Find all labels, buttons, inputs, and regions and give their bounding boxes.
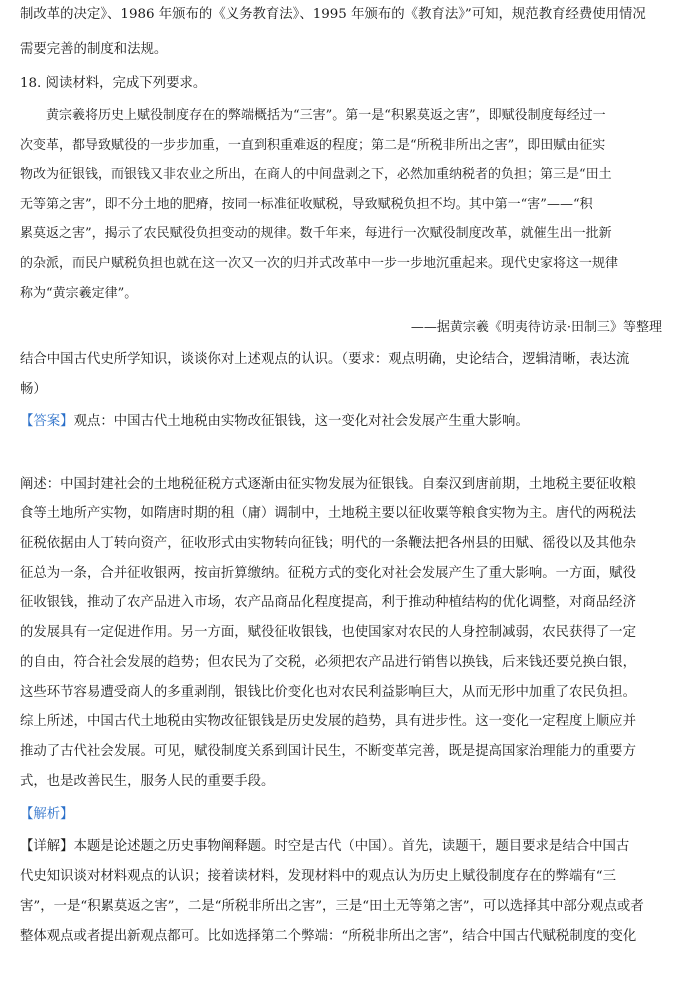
material-line-3: 物改为征银钱，而银钱又非农业之所出，在商人的中间盘剥之下，必然加重纳税者的负担；第三是“田土 (20, 167, 612, 182)
elaboration-line-1: 阐述：中国封建社会的土地税征税方式逐渐由征实物发展为征银钱。自秦汉到唐前期，土地税主要征收粮 (20, 477, 636, 492)
detail-line-4: 整体观点或者提出新观点都可。比如选择第二个弊端：“所税非所出之害”，结合中国古代赋税制度的变化 (20, 929, 637, 944)
answer-viewpoint: 观点：中国古代土地税由实物改征银钱，这一变化对社会发展产生重大影响。 (73, 414, 529, 429)
elaboration-line-11: 式，也是改善民生，服务人民的重要手段。 (20, 774, 275, 789)
detail-line-2: 代史知识谈对材料观点的认识；接着读材料，发现材料中的观点认为历史上赋役制度存在的弊端有“三 (20, 869, 617, 884)
detail-line-3: 害”，一是“积累莫返之害”，二是“所税非所出之害”，三是“田土无等第之害”，可以选择其中部分观点或者 (20, 899, 644, 914)
material-line-5: 累莫返之害”，揭示了农民赋役负担变动的规律。数千年来，每进行一次赋役制度改革，就催生出一批新 (20, 226, 612, 241)
elaboration-line-10: 推动了古代社会发展。可见，赋役制度关系到国计民生，不断变革完善，既是提高国家治理能力的重要方 (20, 744, 636, 759)
material-line-7: 称为“黄宗羲定律”。 (20, 286, 138, 301)
elaboration-line-3: 征税依据由人丁转向资产，征收形式由实物转向征钱；明代的一条鞭法把各州县的田赋、徭役以及其他杂 (20, 536, 636, 551)
detail-line-1 (20, 838, 672, 856)
answer-line (20, 413, 672, 431)
material-line-4: 无等第之害”，即不分土地的肥瘠，按同一标准征收赋税，导致赋税负担不均。其中第一“害”——“积 (20, 197, 593, 212)
elaboration-line-2: 食等土地所产实物，如隋唐时期的租（庸）调制中，土地税主要以征收粟等粮食实物为主。唐代的两税法 (20, 506, 636, 521)
elaboration-line-7: 的自由，符合社会发展的趋势；但农民为了交税，必须把农产品进行销售以换钱，后来钱还要兑换白银， (20, 655, 636, 670)
answer-tag: 【答案】 (20, 414, 74, 429)
intro-line-1: 制改革的决定》、1986 年颁布的《义务教育法》、1995 年颁布的《教育法》”可知，规范教育经费使用情况 (20, 7, 646, 22)
elaboration-line-6: 的发展具有一定促进作用。另一方面，赋役征收银钱，也使国家对农民的人身控制减弱，农民获得了一定 (20, 625, 636, 640)
material-source: ——据黄宗羲《明夷待访录·田制三》等整理 (410, 320, 662, 335)
material-line-6: 的杂派，而民户赋税负担也就在这一次又一次的归并式改革中一步一步地沉重起来。现代史家将这一规律 (20, 256, 619, 271)
material-line-2: 次变革，都导致赋役的一步步加重，一直到积重难返的程度；第二是“所税非所出之害”，即田赋由征实 (20, 138, 606, 153)
elaboration-line-8: 这些环节容易遭受商人的多重剥削，银钱比价变化也对农民利益影响巨大，从而无形中加重了农民负担。 (20, 685, 636, 700)
detail-text-1: 本题是论述题之历史事物阐释题。时空是古代（中国）。首先，读题干，题目要求是结合中国古 (73, 839, 630, 854)
detail-tag: 【详解】 (20, 839, 74, 854)
question-title: 18. 阅读材料，完成下列要求。 (20, 76, 207, 91)
elaboration-line-4: 征总为一条，合并征收银两，按亩折算缴纳。征税方式的变化对社会发展产生了重大影响。一方面，赋役 (20, 566, 636, 581)
requirement-line-2: 畅） (20, 382, 47, 397)
elaboration-line-5: 征收银钱，推动了农产品进入市场，农产品商品化程度提高，利于推动种植结构的优化调整，对商品经济 (20, 595, 636, 610)
elaboration-line-9: 综上所述，中国古代土地税由实物改征银钱是历史发展的趋势，具有进步性。这一变化一定程度上顺应并 (20, 714, 636, 729)
material-line-1: 黄宗羲将历史上赋役制度存在的弊端概括为“三害”。第一是“积累莫返之害”，即赋役制度每经过一 (46, 108, 606, 123)
analysis-tag: 【解析】 (20, 807, 74, 822)
intro-line-2: 需要完善的制度和法规。 (20, 42, 168, 57)
requirement-line-1: 结合中国古代史所学知识，谈谈你对上述观点的认识。（要求：观点明确，史论结合，逻辑清晰，表达流 (20, 352, 630, 367)
